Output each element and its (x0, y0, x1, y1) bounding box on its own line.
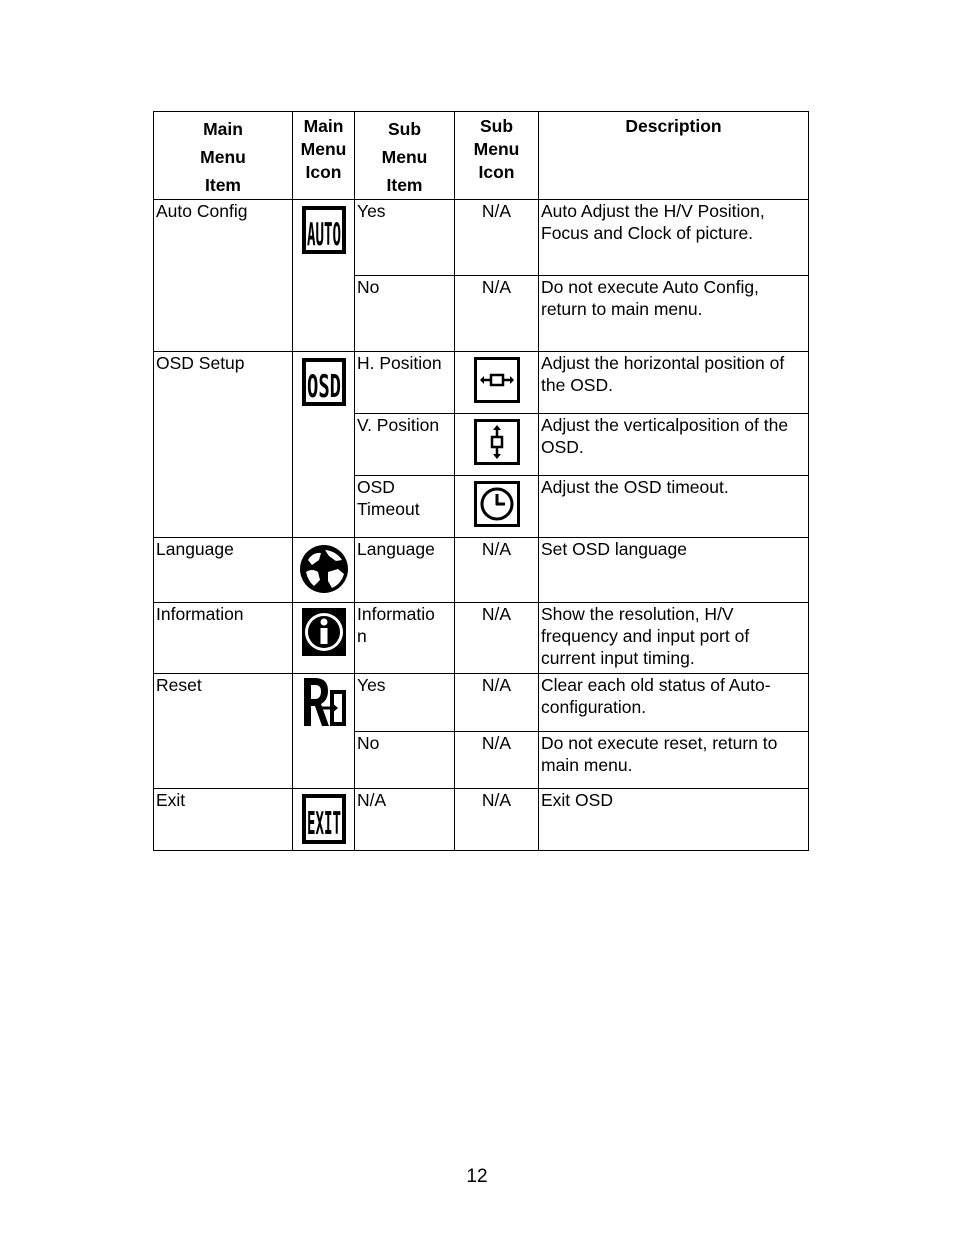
auto-icon (293, 200, 355, 352)
main-item-osd-setup: OSD Setup (154, 352, 293, 538)
description: Do not execute reset, return to main menu. (539, 732, 809, 789)
main-item-information: Information (154, 603, 293, 674)
sub-icon-na: N/A (455, 200, 539, 276)
sub-icon-na: N/A (455, 538, 539, 603)
sub-item: H. Position (355, 352, 455, 414)
sub-item: Informatio n (355, 603, 455, 674)
header-row (154, 112, 809, 200)
info-icon (293, 603, 355, 674)
description: Set OSD language (539, 538, 809, 603)
sub-item: Language (355, 538, 455, 603)
sub-item: Yes (355, 674, 455, 732)
page-number: 12 (466, 1166, 488, 1187)
svg-text:AUTO: AUTO (306, 217, 341, 253)
sub-item: V. Position (355, 414, 455, 476)
description: Adjust the verticalposition of the OSD. (539, 414, 809, 476)
header-main-icon: Main Menu Icon (293, 112, 355, 200)
clock-icon (455, 476, 539, 538)
sub-item: No (355, 276, 455, 352)
main-item-exit: Exit (154, 789, 293, 851)
reset-icon (293, 674, 355, 789)
sub-icon-na: N/A (455, 789, 539, 851)
sub-icon-na: N/A (455, 674, 539, 732)
description: Do not execute Auto Config, return to main menu. (539, 276, 809, 352)
globe-icon (293, 538, 355, 603)
main-item-reset: Reset (154, 674, 293, 789)
header-sub-item: Sub Menu Item (355, 112, 455, 200)
svg-text:EXIT: EXIT (306, 806, 341, 842)
sub-icon-na: N/A (455, 276, 539, 352)
header-description: Description (539, 112, 809, 200)
description: Clear each old status of Auto-configuration. (539, 674, 809, 732)
table-row (154, 674, 809, 732)
main-item-auto-config: Auto Config (154, 200, 293, 352)
description: Exit OSD (539, 789, 809, 851)
table-row (154, 538, 809, 603)
v-position-icon (455, 414, 539, 476)
sub-icon-na: N/A (455, 603, 539, 674)
table-row (154, 603, 809, 674)
description: Auto Adjust the H/V Position, Focus and Clock of picture. (539, 200, 809, 276)
description: Adjust the horizontal position of the OSD. (539, 352, 809, 414)
description: Adjust the OSD timeout. (539, 476, 809, 538)
svg-text:OSD: OSD (306, 369, 341, 405)
header-main-item: Main Menu Item (154, 112, 293, 200)
table-row (154, 200, 809, 276)
main-item-language: Language (154, 538, 293, 603)
description: Show the resolution, H/V frequency and input port of current input timing. (539, 603, 809, 674)
osd-menu-table (153, 111, 809, 851)
sub-item: No (355, 732, 455, 789)
table-row (154, 789, 809, 851)
header-sub-icon: Sub Menu Icon (455, 112, 539, 200)
h-position-icon (455, 352, 539, 414)
osd-icon (293, 352, 355, 538)
exit-icon (293, 789, 355, 851)
sub-item: Yes (355, 200, 455, 276)
sub-item: OSD Timeout (355, 476, 455, 538)
table-row (154, 352, 809, 414)
sub-icon-na: N/A (455, 732, 539, 789)
sub-item: N/A (355, 789, 455, 851)
